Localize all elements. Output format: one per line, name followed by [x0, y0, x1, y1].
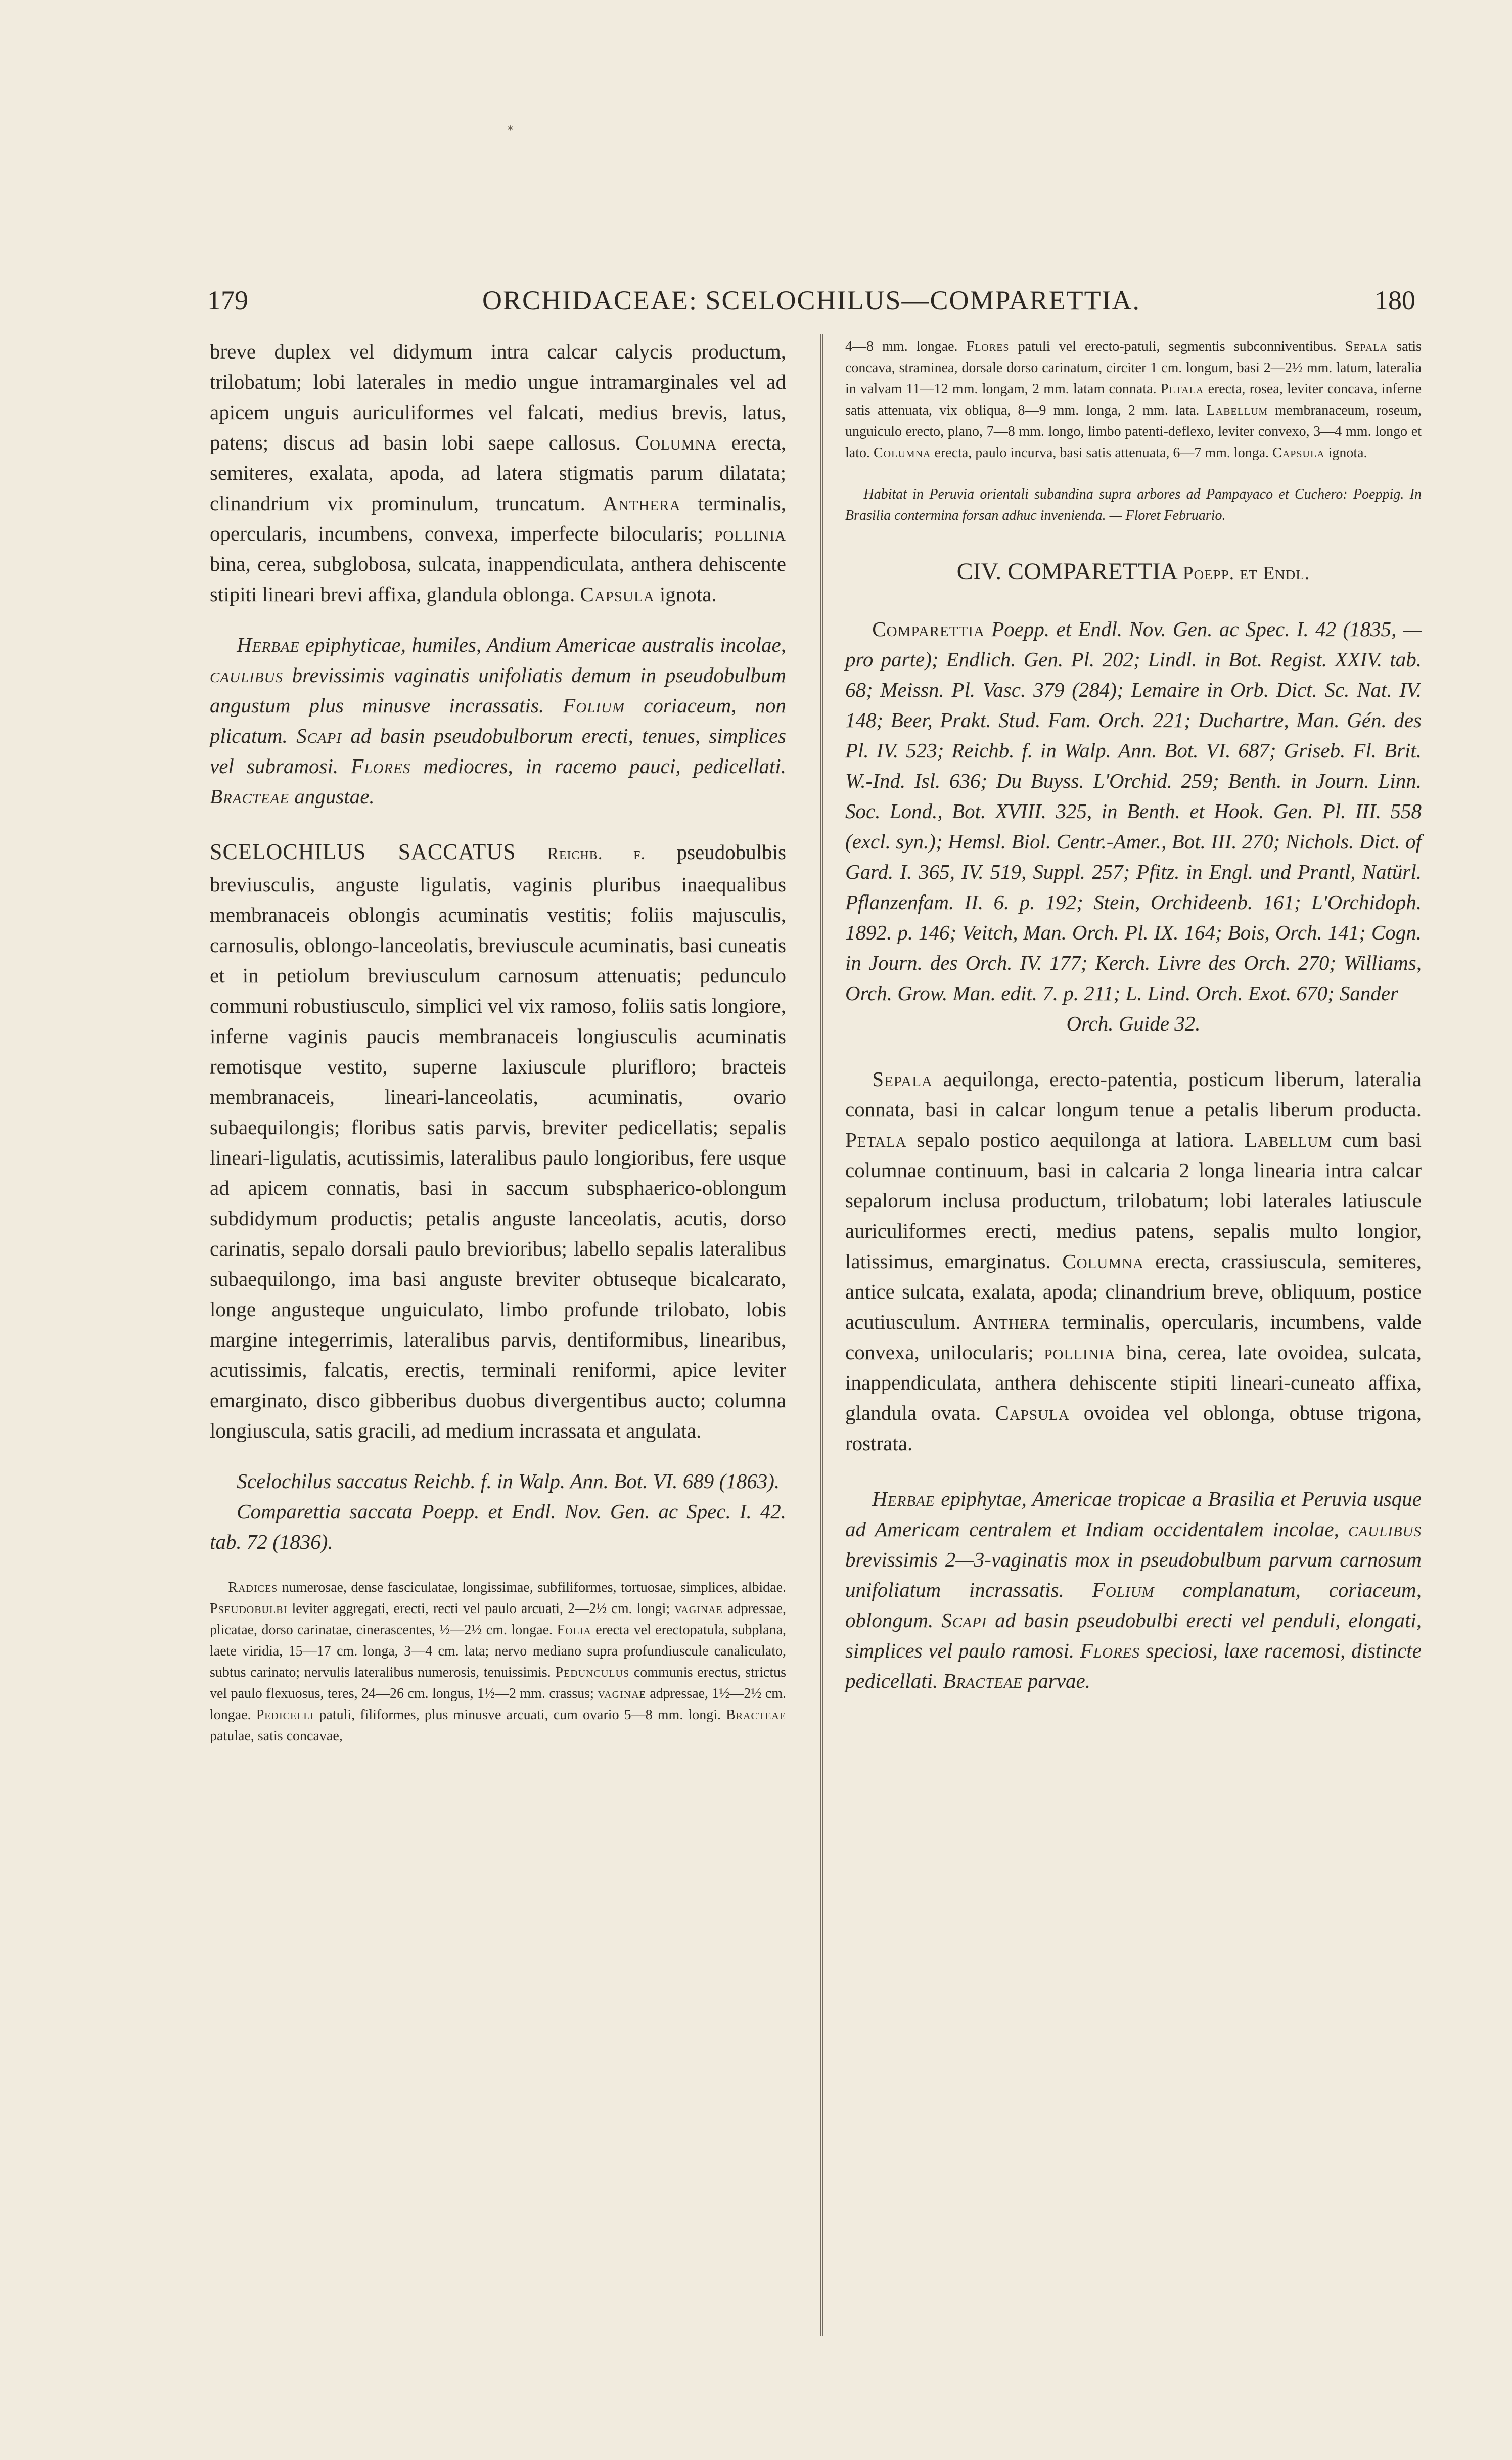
genus-description: Sepala aequilonga, erecto-patentia, posticum liberum, lateralia connata, basi in calcar longum tenue a petalis liberum producta. Petala sepalo postico aequilonga at latiora. Labellum cum basi columnae continuum, basi in calcaria 2 longa linearia intra calcar sepalorum inclusa productum, trilobatum; lobi laterales latiuscule auriculiformes erecti, medius patens, sepalis multo longior, latissimus, emarginatus. Columna erecta, crassiuscula, semiteres, antice sulcata, exalata, apoda; clinandrium breve, obliquum, postice acutiusculum. Anthera terminalis, opercularis, incumbens, valde convexa, unilocularis; pollinia bina, cerea, late ovoidea, sulcata, inappendiculata, anthera dehiscente stipiti lineari-cuneato affixa, glandula ovata. Capsula ovoidea vel oblonga, obtuse trigona, rostrata.	[845, 1067, 1422, 1455]
genus-habit-paragraph-comparettia: Herbae epiphytae, Americae tropicae a Brasilia et Peruvia usque ad Americam centralem et Indiam occidentalem incolae, caulibus brevissimis 2—3-vaginatis mox in pseudobulbum parvum carnosum unifoliatum incrassatis. Folium complanatum, coriaceum, oblongum. Scapi ad basin pseudobulbi erecti vel penduli, elongati, simplices vel paulo ramosi. Flores speciosi, laxe racemosi, distincte pedicellati. Bracteae parvae.	[845, 1487, 1422, 1692]
citation-scelochilus: Scelochilus saccatus Reichb. f. in Walp. Ann. Bot. VI. 689 (1863).	[237, 1469, 780, 1493]
genus-heading: CIV. COMPARETTIA Poepp. et Endl.	[956, 558, 1310, 585]
page-number-left: 179	[207, 285, 248, 316]
species-detailed-description-continued: 4—8 mm. longae. Flores patuli vel erecto-patuli, segmentis subconniventibus. Sepala satis concava, straminea, dorsale dorso carinatum, circiter 1 cm. longum, basi 2—2½ mm. latum, lateralia in valvam 11—12 mm. longam, 2 mm. latam connata. Petala erecta, rosea, leviter concava, inferne satis attenuata, vix obliqua, 8—9 mm. longa, 2 mm. lata. Labellum membranaceum, roseum, unguiculo erecto, plano, 7—8 mm. longo, limbo patenti-deflexo, leviter convexo, 3—4 mm. longo et lato. Columna erecta, paulo incurva, basi satis attenuata, 6—7 mm. longa. Capsula ignota.	[845, 339, 1422, 461]
column-divider	[820, 334, 823, 2336]
page-speck: ⁎	[508, 120, 513, 133]
citation-comparettia: Comparettia saccata Poepp. et Endl. Nov. Gen. ac Spec. I. 42. tab. 72 (1836).	[210, 1500, 786, 1553]
left-column	[210, 336, 786, 1767]
page-number-right: 180	[1374, 285, 1415, 316]
species-description: SCELOCHILUS SACCATUS Reichb. f. pseudobulbis breviusculis, anguste ligulatis, vaginis pluribus inaequalibus membranaceis oblongis acuminatis vestitis; foliis majusculis, carnosulis, oblongo-lanceolatis, breviuscule acuminatis, basi cuneatis et in petiolum breviusculum carnosum attenuatis; pedunculo communi robustiusculo, simplici vel vix ramoso, foliis satis longiore, inferne vaginis paucis membranaceis longiusculis acuminatis remotisque vestito, superne laxiuscule plurifloro; bracteis membranaceis, lineari-lanceolatis, acuminatis, ovario subaequilongis; floribus satis parvis, breviter pedicellatis; sepalis lineari-ligulatis, acutissimis, lateralibus paulo longioribus, fere usque ad apicem connatis, basi in saccum subsphaerico-oblongum subdidymum productis; petalis anguste lanceolatis, acutis, dorso carinatis, sepalo dorsali paulo brevioribus; labello sepalis lateralibus subaequilongo, ima basi anguste breviter obtuseque bicalcarato, longe angusteque unguiculato, limbo profunde trilobato, lobis margine integerrimis, lateralibus parvis, dentiformibus, linearibus, acutissimis, falcatis, erectis, terminali reniformi, apice leviter emarginato, disco gibberibus duobus divergentibus aucto; columna longiuscula, satis gracili, ad medium incrassata et angulata.	[210, 839, 786, 1442]
habitat-note: Habitat in Peruvia orientali subandina supra arbores ad Pampayaco et Cuchero: Poeppig. In Brasilia contermina forsan adhuc invenienda. — Floret Februario.	[845, 486, 1422, 523]
genus-habit-paragraph: Herbae epiphyticae, humiles, Andium Americae australis incolae, caulibus brevissimis vaginatis unifoliatis demum in pseudobulbum angustum plus minusve incrassatis. Folium coriaceum, non plicatum. Scapi ad basin pseudobulborum erecti, tenues, simplices vel subramosi. Flores mediocres, in racemo pauci, pedicellati. Bracteae angustae.	[210, 633, 786, 808]
genus-description-continued: breve duplex vel didymum intra calcar calycis productum, trilobatum; lobi laterales in medio ungue intramarginales vel ad apicem unguis auriculiformes vel falcati, medius brevis, latus, patens; discus ad basin lobi saepe callosus. Columna erecta, semiteres, exalata, apoda, ad latera stigmatis parum dilatata; clinandrium vix prominulum, truncatum. Anthera terminalis, opercularis, incumbens, convexa, imperfecte bilocularis; pollinia bina, cerea, subglobosa, sulcata, inappendiculata, anthera dehiscente stipiti lineari brevi affixa, glandula oblonga. Capsula ignota.	[210, 340, 787, 606]
running-header	[207, 285, 1415, 325]
genus-references-end: Orch. Guide 32.	[1066, 1012, 1201, 1035]
genus-references: Comparettia Poepp. et Endl. Nov. Gen. ac Spec. I. 42 (1835, — pro parte); Endlich. Gen. Pl. 202; Lindl. in Bot. Regist. XXIV. tab. 68; Meissn. Pl. Vasc. 379 (284); Lemaire in Orb. Dict. Sc. Nat. IV. 148; Beer, Prakt. Stud. Fam. Orch. 221; Duchartre, Man. Gén. des Pl. IV. 523; Reichb. f. in Walp. Ann. Bot. VI. 687; Griseb. Fl. Brit. W.-Ind. Isl. 636; Du Buyss. L'Orchid. 259; Benth. in Journ. Linn. Soc. Lond., Bot. XVIII. 325, in Benth. et Hook. Gen. Pl. III. 558 (excl. syn.); Hemsl. Biol. Centr.-Amer., Bot. III. 270; Nichols. Dict. of Gard. I. 365, IV. 519, Suppl. 257; Pfitz. in Engl. und Prantl, Natürl. Pflanzenfam. II. 6. p. 192; Stein, Orchideenb. 161; L'Orchidoph. 1892. p. 146; Veitch, Man. Orch. Pl. IX. 164; Bois, Orch. 141; Cogn. in Journ. des Orch. IV. 177; Kerch. Livre des Orch. 270; Williams, Orch. Grow. Man. edit. 7. p. 211; L. Lind. Orch. Exot. 670; Sander	[845, 617, 1422, 1005]
species-name: SCELOCHILUS SACCATUS	[210, 839, 516, 864]
species-author: Reichb. f.	[547, 844, 646, 863]
right-column	[845, 336, 1422, 1716]
running-title: ORCHIDACEAE: SCELOCHILUS—COMPARETTIA.	[482, 285, 1141, 316]
species-detailed-description: Radices numerosae, dense fasciculatae, longissimae, subfiliformes, tortuosae, simplices, albidae. Pseudobulbi leviter aggregati, erecti, recti vel paulo arcuati, 2—2½ cm. longi; vaginae adpressae, plicatae, dorso carinatae, cinerascentes, ½—2½ cm. longae. Folia erecta vel erectopatula, subplana, laete viridia, 15—17 cm. longa, 3—4 cm. lata; nervo mediano supra profundiuscule canaliculato, subtus carinato; nervulis lateralibus numerosis, tenuissimis. Pedunculus communis erectus, strictus vel paulo flexuosus, teres, 24—26 cm. longus, 1½—2 mm. crassus; vaginae adpressae, 1½—2½ cm. longae. Pedicelli patuli, filiformes, plus minusve arcuati, cum ovario 5—8 mm. longi. Bracteae patulae, satis concavae,	[210, 1580, 787, 1744]
